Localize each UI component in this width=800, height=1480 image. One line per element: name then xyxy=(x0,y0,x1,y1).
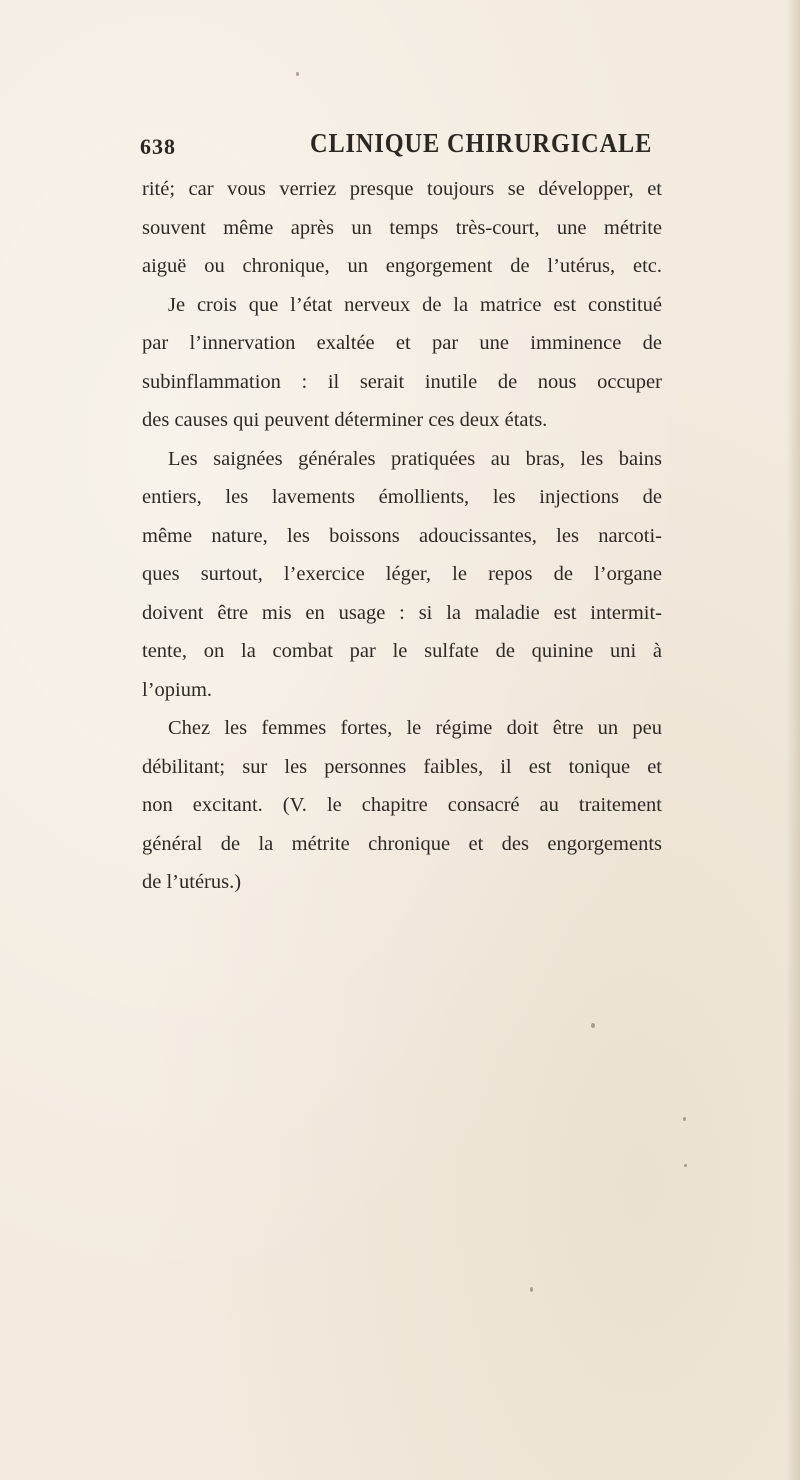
page-header xyxy=(140,128,660,168)
text-line: Chez les femmes fortes, le régime doit être un peu xyxy=(168,717,662,739)
text-line: rité; car vous verriez presque toujours se développer, et xyxy=(142,178,662,200)
paper-speck xyxy=(296,72,299,76)
paper-speck xyxy=(530,1287,533,1292)
text-line: Les saignées générales pratiquées au bras, les bains xyxy=(168,447,662,470)
text-line: de l’utérus.) xyxy=(142,871,242,893)
text-line: général de la métrite chronique et des engorgements xyxy=(142,832,662,855)
text-line: Je crois que l’état nerveux de la matrice est constitué xyxy=(168,293,662,316)
text-line: subinflammation : il serait inutile de nous occuper xyxy=(142,370,662,393)
paper-speck xyxy=(684,1164,687,1167)
text-line: l’opium. xyxy=(142,678,213,701)
text-line: débilitant; sur les personnes faibles, il est tonique et xyxy=(142,755,662,778)
body-text xyxy=(142,170,662,902)
text-line: des causes qui peuvent déterminer ces deux états. xyxy=(142,409,548,431)
text-line: non excitant. (V. le chapitre consacré au traitement xyxy=(142,794,662,816)
paper-speck xyxy=(591,1023,595,1028)
text-line: ques surtout, l’exercice léger, le repos de l’organe xyxy=(142,563,662,585)
text-line: même nature, les boissons adoucissantes, les narcoti- xyxy=(142,524,662,547)
page-edge-shadow xyxy=(786,0,800,1480)
text-line: tente, on la combat par le sulfate de quinine uni à xyxy=(142,640,662,662)
text-line: par l’innervation exaltée et par une imminence de xyxy=(142,332,662,354)
running-title: CLINIQUE CHIRURGICALE xyxy=(310,128,653,158)
text-line: aiguë ou chronique, un engorgement de l’utérus, etc. xyxy=(142,255,662,277)
page-number: 638 xyxy=(140,134,176,159)
text-line: souvent même après un temps très-court, une métrite xyxy=(142,216,662,239)
text-line: entiers, les lavements émollients, les injections de xyxy=(142,486,662,508)
text-line: doivent être mis en usage : si la maladie est intermit- xyxy=(142,601,662,624)
paper-speck xyxy=(683,1117,686,1121)
